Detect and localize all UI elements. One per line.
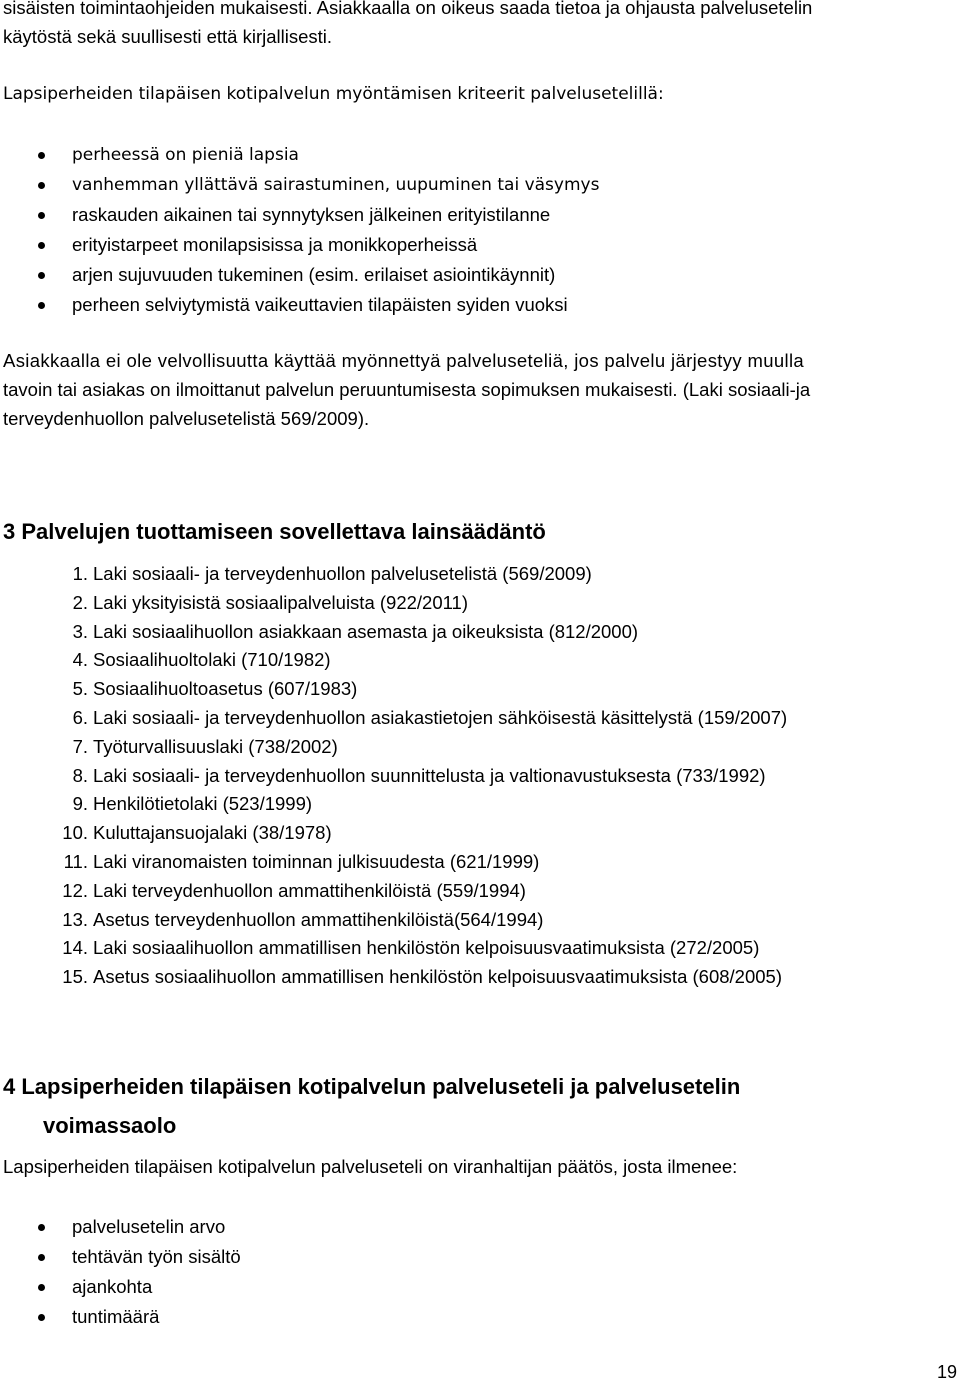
law-number: 3. (72, 620, 88, 642)
law-list-item (0, 733, 960, 762)
law-number: 15. (62, 966, 88, 988)
voucher-item-text: tehtävän työn sisältö (72, 1246, 241, 1267)
list-item (0, 1242, 241, 1272)
law-list-item (0, 704, 960, 733)
law-number: 14. (62, 937, 88, 959)
criteria-item-text: perheen selviytymistä vaikeuttavien tilapäisten syiden vuoksi (72, 294, 568, 315)
law-title: Laki sosiaalihuollon ammatillisen henkilöstön kelpoisuusvaatimuksista (272/2005) (93, 937, 760, 959)
law-title: Asetus terveydenhuollon ammattihenkilöistä(564/1994) (93, 908, 544, 930)
bullet-icon (38, 212, 45, 219)
law-list-item (0, 589, 960, 618)
law-list-item (0, 963, 960, 992)
criteria-title: Lapsiperheiden tilapäisen kotipalvelun myöntämisen kriteerit palvelusetelillä: (3, 84, 664, 104)
voucher-item-text: ajankohta (72, 1276, 153, 1297)
page-number: 19 (936, 1362, 957, 1382)
law-list-item (0, 790, 960, 819)
section-4-heading-line-2: voimassaolo (43, 1113, 177, 1138)
obligation-line-1: Asiakkaalla ei ole velvollisuutta käyttää myönnettyä palveluseteliä, jos palvelu järjestyy muulla (3, 350, 805, 371)
list-item (0, 1212, 241, 1242)
law-list-item (0, 934, 960, 963)
bullet-icon (38, 1314, 45, 1321)
list-item (0, 1302, 241, 1332)
criteria-list (0, 140, 599, 320)
bullet-icon (38, 242, 45, 249)
law-title: Laki sosiaali- ja terveydenhuollon palvelusetelistä (569/2009) (93, 563, 592, 584)
section-4-intro: Lapsiperheiden tilapäisen kotipalvelun palveluseteli on viranhaltijan päätös, josta ilmenee: (3, 1156, 738, 1177)
law-number: 5. (72, 678, 88, 700)
obligation-paragraph (3, 346, 953, 433)
law-title: Kuluttajansuojalaki (38/1978) (93, 822, 332, 844)
law-number: 8. (72, 764, 88, 786)
law-title: Henkilötietolaki (523/1999) (93, 793, 313, 815)
law-title: Laki sosiaali- ja terveydenhuollon asiakastietojen sähköisestä käsittelystä (159/2007) (93, 706, 788, 728)
section-4-heading-line-1: 4 Lapsiperheiden tilapäisen kotipalvelun palveluseteli ja palvelusetelin (3, 1074, 741, 1099)
law-list-item (0, 819, 960, 848)
law-list-item (0, 906, 960, 935)
law-title: Työturvallisuuslaki (738/2002) (93, 735, 338, 757)
obligation-line-2: tavoin tai asiakas on ilmoittanut palvelun peruuntumisesta sopimuksen mukaisesti. (Laki sosiaali-ja (3, 379, 811, 400)
list-item (0, 170, 599, 200)
law-number: 12. (62, 879, 88, 901)
law-number: 11. (63, 850, 88, 872)
bullet-icon (38, 182, 45, 189)
intro-line-2: käytöstä sekä suullisesti että kirjallisesti. (3, 26, 333, 47)
law-title: Laki viranomaisten toiminnan julkisuudesta (621/1999) (93, 850, 540, 872)
list-item (0, 260, 599, 290)
list-item (0, 230, 599, 260)
law-number: 4. (72, 649, 88, 671)
law-title: Laki terveydenhuollon ammattihenkilöistä (559/1994) (93, 879, 526, 901)
law-list-item (0, 675, 960, 704)
list-item (0, 290, 599, 320)
bullet-icon (38, 1224, 45, 1231)
law-number: 10. (62, 822, 88, 844)
criteria-item-text: perheessä on pieniä lapsia (72, 145, 299, 165)
law-title: Asetus sosiaalihuollon ammatillisen henkilöstön kelpoisuusvaatimuksista (608/2005) (93, 966, 782, 988)
law-number: 1. (72, 563, 88, 584)
list-item (0, 140, 599, 170)
law-number: 6. (72, 706, 88, 728)
criteria-item-text: arjen sujuvuuden tukeminen (esim. erilaiset asiointikäynnit) (72, 264, 556, 285)
law-list-item (0, 762, 960, 791)
bullet-icon (38, 1254, 45, 1261)
voucher-item-text: tuntimäärä (72, 1306, 160, 1327)
law-title: Laki sosiaali- ja terveydenhuollon suunnittelusta ja valtionavustuksesta (733/1992) (93, 764, 766, 786)
law-list (0, 560, 960, 992)
law-list-item (0, 646, 960, 675)
section-3-heading: 3 Palvelujen tuottamiseen sovellettava lainsäädäntö (3, 519, 546, 544)
law-list-item (0, 618, 960, 647)
law-list-item (0, 560, 960, 589)
voucher-contents-list (0, 1212, 241, 1332)
criteria-item-text: raskauden aikainen tai synnytyksen jälkeinen erityistilanne (72, 204, 551, 225)
voucher-item-text: palvelusetelin arvo (72, 1216, 226, 1237)
law-title: Laki sosiaalihuollon asiakkaan asemasta ja oikeuksista (812/2000) (93, 620, 639, 642)
law-title: Sosiaalihuoltoasetus (607/1983) (93, 678, 358, 700)
law-title: Sosiaalihuoltolaki (710/1982) (93, 649, 331, 671)
intro-paragraph (3, 0, 953, 51)
law-number: 2. (72, 591, 88, 613)
bullet-icon (38, 272, 45, 279)
obligation-line-3: terveydenhuollon palvelusetelistä 569/2009). (3, 408, 370, 429)
law-number: 13. (62, 908, 88, 930)
law-number: 7. (72, 735, 88, 757)
bullet-icon (38, 1284, 45, 1291)
law-title: Laki yksityisistä sosiaalipalveluista (922/2011) (93, 591, 468, 613)
list-item (0, 1272, 241, 1302)
intro-line-1: sisäisten toimintaohjeiden mukaisesti. Asiakkaalla on oikeus saada tietoa ja ohjausta palvelusetelin (3, 0, 813, 18)
law-number: 9. (72, 793, 88, 815)
criteria-item-text: vanhemman yllättävä sairastuminen, uupuminen tai väsymys (72, 175, 600, 195)
law-list-item (0, 877, 960, 906)
law-list-item (0, 848, 960, 877)
bullet-icon (38, 152, 45, 159)
list-item (0, 200, 599, 230)
bullet-icon (38, 302, 45, 309)
criteria-item-text: erityistarpeet monilapsisissa ja monikkoperheissä (72, 234, 478, 255)
section-4-heading (3, 1069, 740, 1144)
